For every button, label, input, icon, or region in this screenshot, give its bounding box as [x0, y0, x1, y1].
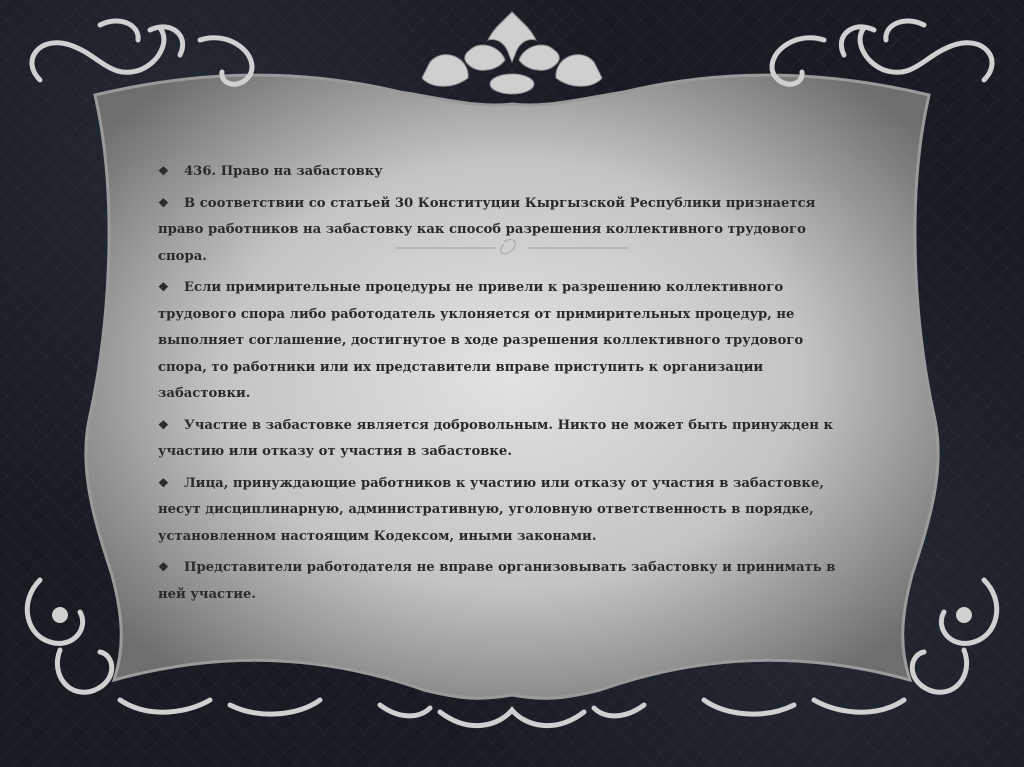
- diamond-ornament-icon: ❖: [158, 195, 169, 210]
- paragraph-6: ❖ Представители работодателя не вправе организовывать забастовку и принимать в ней участие.: [158, 554, 848, 608]
- diamond-ornament-icon: ❖: [158, 164, 169, 178]
- paragraph-5: ❖ Лица, принуждающие работников к участию или отказу от участия в забастовке, несут дисциплинарную, административную, уголовную ответственность в порядке, установленном настоящим Кодексом, иными законами.: [158, 470, 848, 551]
- top-left-swirl-ornament: [32, 21, 252, 84]
- slide-content: [158, 158, 848, 612]
- diamond-ornament-icon: ❖: [158, 417, 169, 432]
- paragraph-4: ❖ Участие в забастовке является добровольным. Никто не может быть принужден к участию или отказу от участия в забастовке.: [158, 412, 848, 466]
- bottom-center-ornament: [380, 705, 644, 726]
- paragraph-2: ❖ В соответствии со статьей 30 Конституции Кыргызской Республики признается право работников на забастовку как способ разрешения коллективного трудового спора.: [158, 190, 848, 271]
- top-crest-ornament: [422, 12, 602, 94]
- diamond-ornament-icon: ❖: [158, 560, 169, 574]
- diamond-ornament-icon: ❖: [158, 475, 169, 490]
- top-right-swirl-ornament: [772, 21, 992, 84]
- paragraph-3: ❖ Если примирительные процедуры не привели к разрешению коллективного трудового спора либо работодатель уклоняется от примирительных процедур, не выполняет соглашение, достигнутое в ходе разрешения коллективного трудового спора, то работники или их представители вправе приступить к организации забастовки.: [158, 274, 848, 408]
- paragraph-1: ❖ 436. Право на забастовку: [158, 158, 848, 186]
- diamond-ornament-icon: ❖: [158, 280, 169, 294]
